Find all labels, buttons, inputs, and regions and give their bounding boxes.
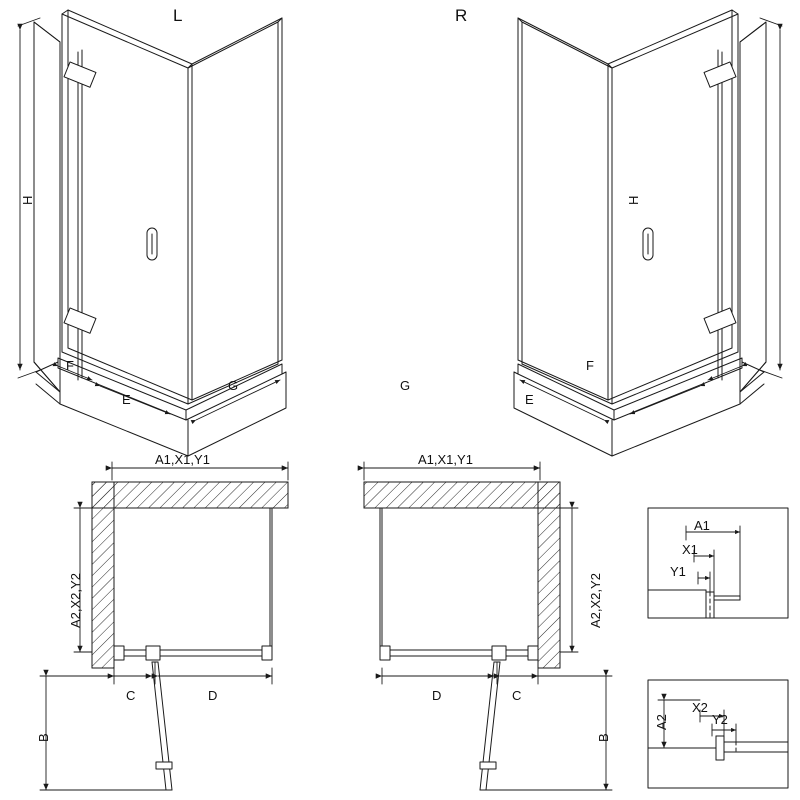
label-f-left: F (66, 358, 74, 373)
label-c-right: C (512, 688, 522, 703)
label-d-left: D (208, 688, 218, 703)
label-b-left: B (36, 733, 51, 742)
label-a2-detail: A2 (654, 714, 669, 730)
label-e-left: E (122, 392, 131, 407)
label-a2x2y2-left: A2,X2,Y2 (68, 573, 83, 628)
iso-view-right (514, 10, 766, 456)
label-a2x2y2-right: A2,X2,Y2 (588, 573, 603, 628)
iso-view-left (34, 10, 286, 456)
label-a1-detail: A1 (694, 518, 710, 533)
label-e-right: E (525, 392, 534, 407)
detail-view-bottom (648, 680, 788, 788)
plan-view-left (92, 482, 288, 790)
label-h-right: H (626, 195, 641, 205)
label-x1-detail: X1 (682, 542, 698, 557)
label-x2-detail: X2 (692, 700, 708, 715)
label-f-right: F (586, 358, 594, 373)
label-b-right: B (596, 733, 611, 742)
label-view-right: R (455, 6, 468, 25)
label-g-left: G (228, 378, 239, 393)
label-y1-detail: Y1 (670, 564, 686, 579)
detail-view-top (648, 508, 788, 618)
label-view-left: L (173, 6, 183, 25)
label-h-left: H (20, 195, 35, 205)
dimension-lines (18, 18, 782, 790)
label-y2-detail: Y2 (712, 712, 728, 727)
label-c-left: C (126, 688, 136, 703)
plan-view-right (364, 482, 560, 790)
label-a1x1y1-left: A1,X1,Y1 (155, 452, 210, 467)
label-d-right: D (432, 688, 442, 703)
label-a1x1y1-right: A1,X1,Y1 (418, 452, 473, 467)
label-g-right: G (400, 378, 411, 393)
